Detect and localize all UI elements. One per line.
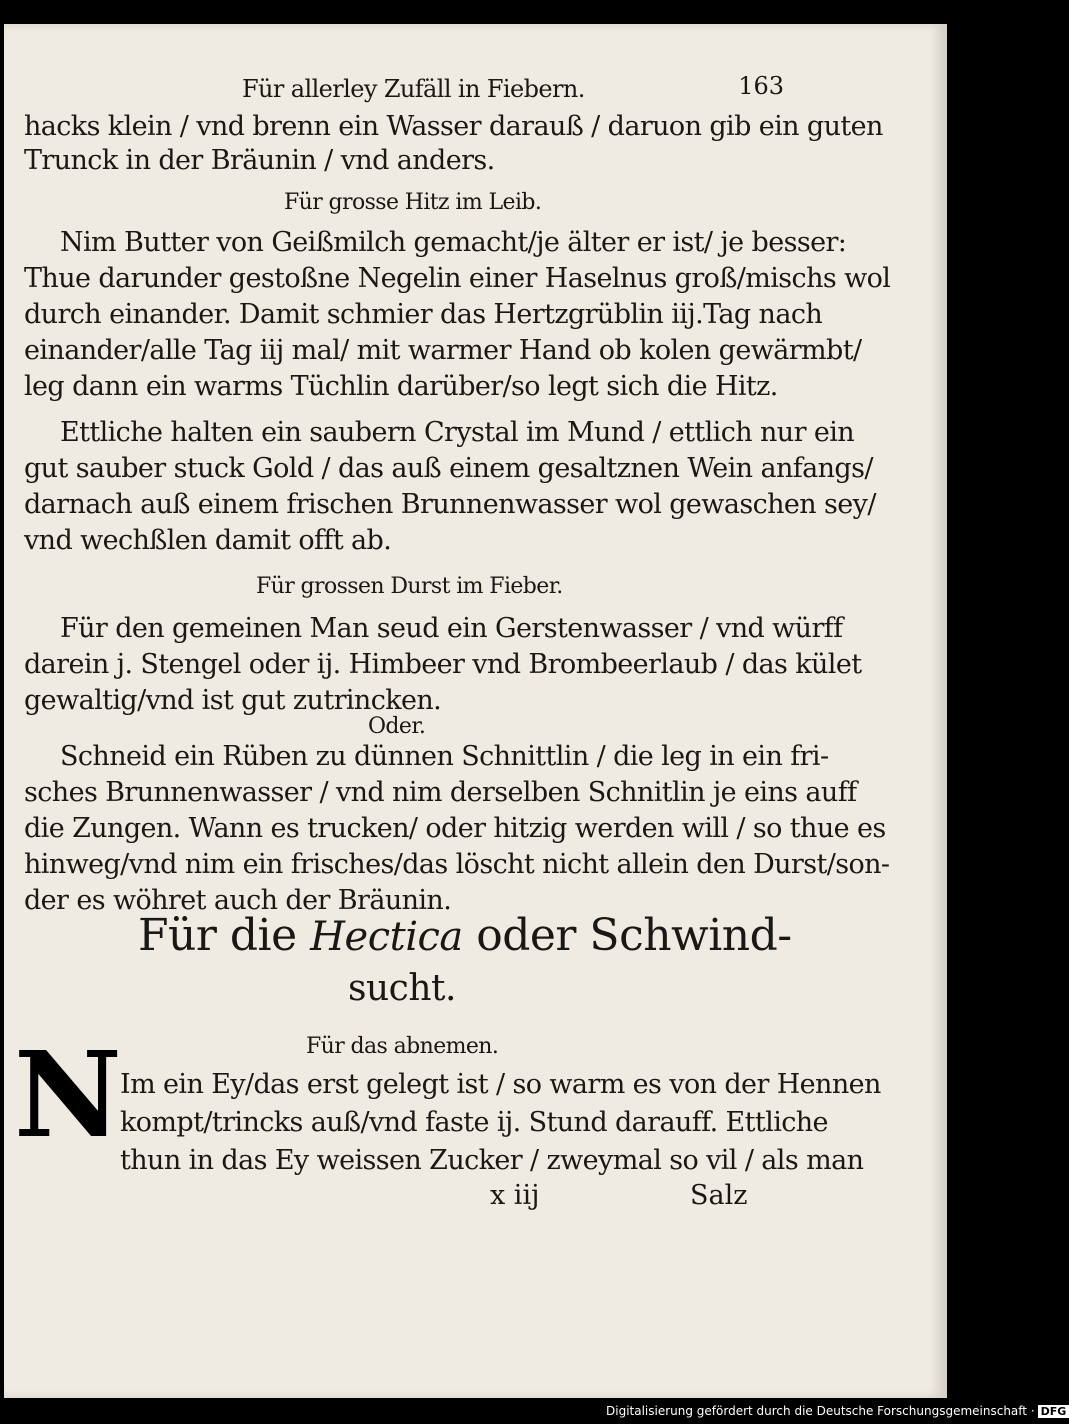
text-line: darnach auß einem frischen Brunnenwasser wol gewaschen sey/ [24, 489, 876, 520]
text-line: Für den gemeinen Man seud ein Gerstenwasser / vnd würff [60, 613, 843, 644]
signature-mark: x iij [490, 1180, 540, 1211]
text-line: gut sauber stuck Gold / das auß einem gesaltznen Wein anfangs/ [24, 453, 873, 484]
running-head: Für allerley Zufäll in Fiebern. [242, 75, 585, 103]
text-line: Trunck in der Bräunin / vnd anders. [24, 145, 495, 176]
text-line: kompt/trincks auß/vnd faste ij. Stund darauff. Ettliche [120, 1107, 828, 1138]
section-heading: Für grossen Durst im Fieber. [256, 574, 563, 599]
text-line: darein j. Stengel oder ij. Himbeer vnd Brombeerlaub / das kület [24, 649, 862, 680]
text-line: Im ein Ey/das erst gelegt ist / so warm es von der Hennen [120, 1069, 881, 1100]
decorated-initial-letter: N [14, 1025, 122, 1164]
text-line: Schneid ein Rüben zu dünnen Schnittlin / die leg in ein fri- [60, 741, 829, 772]
chapter-heading-line2: sucht. [348, 968, 456, 1009]
text-line: hinweg/vnd nim ein frisches/das löscht nicht allein den Durst/son- [24, 849, 890, 880]
text-line: die Zungen. Wann es trucken/ oder hitzig werden will / so thue es [24, 813, 886, 844]
dfg-logo: DFG [1038, 1405, 1069, 1418]
text-line: sches Brunnenwasser / vnd nim derselben Schnitlin je eins auff [24, 777, 857, 808]
catchword: Salz [690, 1180, 748, 1211]
section-heading: Für das abnemen. [306, 1034, 499, 1059]
decorated-initial [14, 1025, 122, 1164]
text-line: einander/alle Tag iij mal/ mit warmer Hand ob kolen gewärmbt/ [24, 335, 862, 366]
text-line: thun in das Ey weissen Zucker / zweymal so vil / als man [120, 1145, 864, 1176]
text-line: vnd wechßlen damit offt ab. [24, 525, 392, 556]
section-heading: Für grosse Hitz im Leib. [284, 190, 542, 215]
text-line: Ettliche halten ein saubern Crystal im Mund / ettlich nur ein [60, 417, 855, 448]
text-line: leg dann ein warms Tüchlin darüber/so legt sich die Hitz. [24, 371, 778, 402]
footer-text: Digitalisierung gefördert durch die Deutsche Forschungsgemeinschaft · [606, 1404, 1035, 1418]
text-line: Nim Butter von Geißmilch gemacht/je älter er ist/ je besser: [60, 227, 847, 258]
text-line: Thue darunder gestoßne Negelin einer Haselnus groß/mischs wol [24, 263, 891, 294]
text-line: durch einander. Damit schmier das Hertzgrüblin iij.Tag nach [24, 299, 823, 330]
chapter-heading [138, 910, 792, 961]
text-line: der es wöhret auch der Bräunin. [24, 885, 452, 916]
page-number: 163 [738, 72, 784, 100]
chapter-heading-italic: Hectica [310, 914, 463, 960]
text-line: hacks klein / vnd brenn ein Wasser darauß / daruon gib ein guten [24, 111, 883, 142]
footer-credit [606, 1404, 1069, 1418]
chapter-heading-post: oder Schwind- [462, 910, 792, 961]
oder-heading: Oder. [368, 714, 426, 739]
text-line: gewaltig/vnd ist gut zutrincken. [24, 685, 442, 716]
page-edge [944, 24, 947, 1398]
chapter-heading-pre: Für die [138, 910, 311, 961]
